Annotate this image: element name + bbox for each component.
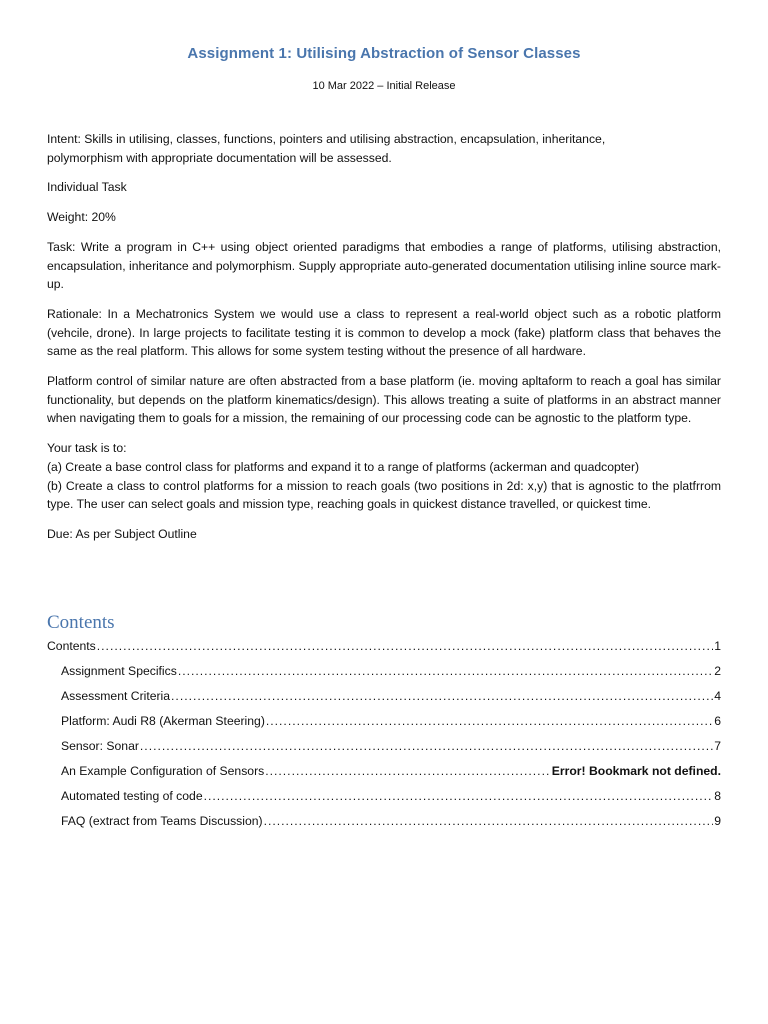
document-title: Assignment 1: Utilising Abstraction of Sensor Classes xyxy=(187,45,581,62)
toc-page: 9 xyxy=(714,814,721,828)
toc-page: 8 xyxy=(714,789,721,803)
toc-entry-platform-audi-r8[interactable] xyxy=(47,711,721,736)
toc-label: Assessment Criteria xyxy=(61,689,171,703)
intent-line-2: polymorphism with appropriate documentation will be assessed. xyxy=(47,150,392,165)
toc-page: 1 xyxy=(714,639,721,653)
rationale-paragraph: Rationale: In a Mechatronics System we would use a class to represent a real-world object such as a robotic platform (vehcile, drone). In large projects to facilitate testing it is common to develop a mock (fake) platform class that behaves the same as the real platform. This allows for some system testing without the presence of all hardware. xyxy=(47,306,721,359)
task-item-b: (b) Create a class to control platforms for a mission to reach goals (two positions in 2d: x,y) that is agnostic to the platfrrom type. The user can select goals and mission type, reaching goals in quickest distance travelled, or quickest time. xyxy=(47,478,721,512)
toc-leader xyxy=(171,686,713,706)
toc-page-error: Error! Bookmark not defined. xyxy=(551,764,721,778)
toc-page: 7 xyxy=(714,739,721,753)
task-paragraph: Task: Write a program in C++ using object oriented paradigms that embodies a range of platforms, utilising abstraction, encapsulation, inheritance and polymorphism. Supply appropriate auto-generated documentation utilising inline source mark-up. xyxy=(47,239,721,292)
toc-entry-example-configuration[interactable] xyxy=(47,761,721,786)
toc-entry-assignment-specifics[interactable] xyxy=(47,661,721,686)
toc-leader xyxy=(178,661,713,681)
table-of-contents xyxy=(47,636,721,836)
weight: Weight: 20% xyxy=(47,210,116,225)
toc-leader xyxy=(265,761,550,781)
toc-leader xyxy=(266,711,713,731)
toc-leader xyxy=(140,736,713,756)
toc-leader xyxy=(264,811,714,831)
toc-label: Automated testing of code xyxy=(61,789,203,803)
toc-label: An Example Configuration of Sensors xyxy=(61,764,265,778)
intent-line-1: Intent: Skills in utilising, classes, functions, pointers and utilising abstraction, encapsulation, inheritance, xyxy=(47,132,606,146)
toc-label: Platform: Audi R8 (Akerman Steering) xyxy=(61,714,265,728)
your-task-intro: Your task is to: xyxy=(47,441,127,456)
toc-entry-automated-testing[interactable] xyxy=(47,786,721,811)
release-date: 10 Mar 2022 – Initial Release xyxy=(312,80,456,92)
toc-entry-faq[interactable] xyxy=(47,811,721,836)
toc-leader xyxy=(204,786,714,806)
toc-label: Sensor: Sonar xyxy=(61,739,139,753)
toc-entry-contents[interactable] xyxy=(47,636,721,661)
toc-label: FAQ (extract from Teams Discussion) xyxy=(61,814,263,828)
toc-entry-sensor-sonar[interactable] xyxy=(47,736,721,761)
due-date: Due: As per Subject Outline xyxy=(47,526,197,541)
toc-page: 2 xyxy=(714,664,721,678)
toc-label: Assignment Specifics xyxy=(61,664,177,678)
contents-heading: Contents xyxy=(47,612,115,633)
toc-label: Contents xyxy=(47,639,96,653)
task-item-a: (a) Create a base control class for platforms and expand it to a range of platforms (ackerman and quadcopter) xyxy=(47,459,640,474)
toc-page: 4 xyxy=(714,689,721,703)
toc-entry-assessment-criteria[interactable] xyxy=(47,686,721,711)
individual-task: Individual Task xyxy=(47,180,127,195)
platform-control-paragraph: Platform control of similar nature are often abstracted from a base platform (ie. moving apltaform to reach a goal has similar functionality, but depends on the platform kinematics/design). This allows treating a suite of platforms in an abstract manner when navigating them to goals for a mission, the remaining of our processing code can be agnostic to the platform type. xyxy=(47,374,721,426)
toc-page: 6 xyxy=(714,714,721,728)
document-body xyxy=(47,130,721,544)
toc-leader xyxy=(97,636,713,656)
